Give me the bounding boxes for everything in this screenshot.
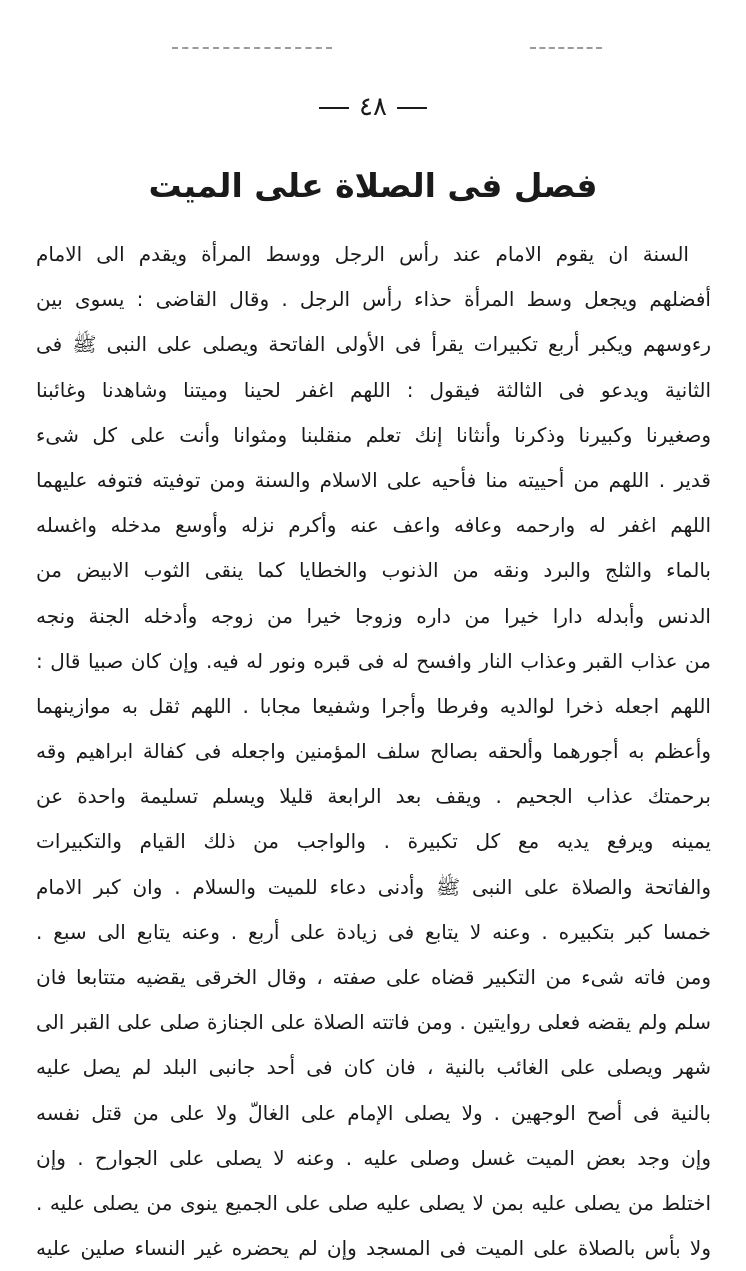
dash-left — [397, 107, 427, 109]
text-line: وأعظم به أجورهما وألحقه بصالح سلف المؤمنين واجعله فى كفالة ابراهيم وقه — [36, 739, 711, 764]
section-title: فصل فى الصلاة على الميت — [148, 166, 598, 205]
text-line: الثانية ويدعو فى الثالثة فيقول : اللهم اغفر لحينا وميتنا وشاهدنا وغائبنا — [36, 377, 711, 402]
text-line: بالنية فى أصح الوجهين . ولا يصلى الإمام على الغالّ ولا على من قتل نفسه — [36, 1100, 711, 1125]
text-line: أفضلهم ويجعل وسط المرأة حذاء رأس الرجل . وقال القاضى : يسوى بين — [36, 287, 711, 312]
page-number-header — [0, 92, 746, 122]
text-line: اللهم اجعله ذخرا لوالديه وفرطا وأجرا وشفيعا مجابا . اللهم ثقل به موازينهما — [36, 693, 711, 718]
text-line: اللهم اغفر له وارحمه وعافه واعف عنه وأكرم نزله وأوسع مدخله واغسله — [36, 513, 711, 538]
text-line: والفاتحة والصلاة على النبى ﷺ وأدنى دعاء للميت والسلام . وان كبر الامام — [36, 874, 711, 899]
text-line: الدنس وأبدله دارا خيرا من داره وزوجا خيرا من زوجه وأدخله الجنة ونجه — [36, 603, 711, 628]
text-line: السنة ان يقوم الامام عند رأس الرجل ووسط المرأة ويقدم الى الامام — [36, 242, 689, 266]
dash-right — [319, 107, 349, 109]
text-line: وصغيرنا وكبيرنا وذكرنا وأنثانا إنك تعلم منقلبنا ومثوانا وأنت على كل شىء — [36, 422, 711, 447]
body-text — [36, 232, 711, 1271]
text-line: ولا بأس بالصلاة على الميت فى المسجد وإن لم يحضره غير النساء صلين عليه — [36, 1236, 711, 1261]
text-line: سلم ولم يقضه فعلى روايتين . ومن فاتته الصلاة على الجنازة صلى على القبر الى — [36, 1010, 711, 1035]
text-line: يمينه ويرفع يديه مع كل تكبيرة . والواجب من ذلك القيام والتكبيرات — [36, 829, 711, 854]
text-line: شهر ويصلى على الغائب بالنية ، فان كان فى أحد جانبى البلد لم يصل عليه — [36, 1055, 711, 1080]
top-rule-left — [172, 47, 332, 49]
text-line: من عذاب القبر وعذاب النار وافسح له فى قبره ونور له فيه. وإن كان صبيا قال : — [36, 648, 711, 673]
text-line: رءوسهم ويكبر أربع تكبيرات يقرأ فى الأولى الفاتحة ويصلى على النبى ﷺ فى — [36, 332, 711, 357]
text-line: بالماء والثلج والبرد ونقه من الذنوب والخطايا كما ينقى الثوب الابيض من — [36, 558, 711, 583]
text-line: وإن وجد بعض الميت غسل وصلى عليه . وعنه لا يصلى على الجوارح . وإن — [36, 1145, 711, 1170]
text-line: ومن فاته شىء من التكبير قضاه على صفته ، وقال الخرقى يقضيه متتابعا فان — [36, 965, 711, 989]
text-line: قدير . اللهم من أحييته منا فأحيه على الاسلام والسنة ومن توفيته فتوفه عليهما — [36, 467, 711, 492]
top-rule-right — [530, 47, 602, 49]
text-line: اختلط من يصلى عليه بمن لا يصلى عليه صلى على الجميع ينوى من يصلى عليه . — [36, 1190, 711, 1215]
text-line: برحمتك عذاب الجحيم . ويقف بعد الرابعة قليلا ويسلم تسليمة واحدة عن — [36, 784, 711, 809]
page-number: ٤٨ — [359, 92, 387, 122]
text-line: خمسا كبر بتكبيره . وعنه لا يتابع فى زيادة على أربع . وعنه يتابع الى سبع . — [36, 919, 711, 944]
